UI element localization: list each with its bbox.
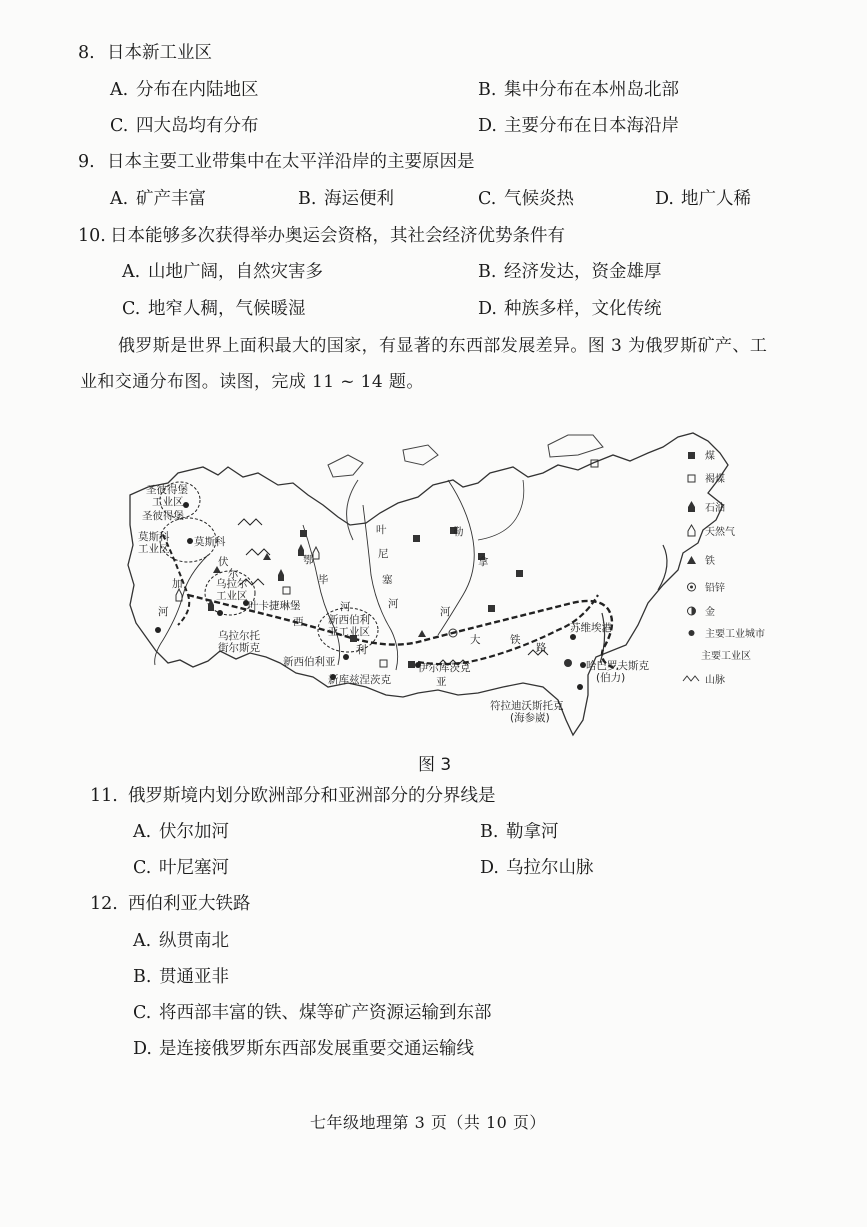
city-icon [183,502,189,508]
label-city: 乌拉尔托 [218,630,260,642]
city-icon [570,634,576,640]
option-text: 纵贯南北 [159,931,229,951]
legend-label: 石油 [705,503,725,514]
option-text: 勒拿河 [506,822,559,842]
question-12-stem [90,893,251,915]
label-volga: 河 [158,606,169,618]
figure-caption: 图 3 [418,755,452,775]
option-letter: B. [478,262,497,282]
option-letter: B. [133,967,152,987]
option-letter: C. [478,189,497,209]
natural-gas-icon [176,589,182,601]
option-letter: A. [122,262,141,282]
question-text: 日本能够多次获得举办奥运会资格，其社会经济优势条件有 [110,226,565,246]
legend-label: 主要工业城市 [705,629,765,640]
question-text: 日本主要工业带集中在太平洋沿岸的主要原因是 [107,152,475,172]
label-khabarovsk: 哈巴罗夫斯克 [586,660,649,672]
option-text: 山地广阔，自然灾害多 [148,262,323,282]
option-letter: C. [133,858,152,878]
option-11a[interactable] [133,821,229,843]
option-text: 海运便利 [324,189,394,209]
label-novosibirsk: 新西伯利亚 [283,656,336,668]
option-12c[interactable] [133,1002,492,1024]
lignite-icon [283,587,290,594]
legend-label: 褐煤 [705,474,725,485]
ob-river [303,525,340,665]
question-text: 西伯利亚大铁路 [128,894,251,914]
label-ob: 河 [340,601,351,613]
legend-label: 铁 [705,556,715,567]
question-number: 11. [90,786,118,806]
label-ural-zone: 乌拉尔 [216,578,248,590]
label-ural-zone: 工业区 [216,590,248,602]
city-icon [187,538,193,544]
label-st-petersburg: 圣彼得堡 [142,510,184,522]
option-letter: D. [478,299,497,319]
novaya-zemlya-shape [347,480,358,540]
label-lena: 河 [440,606,451,618]
option-8c[interactable] [110,115,259,137]
label-city: 街尔斯克 [218,642,260,654]
label-yenisei: 尼 [378,548,389,560]
label-st-petersburg-zone: 工业区 [152,496,184,508]
city-icon [343,654,349,660]
question-10-stem [78,225,565,247]
option-letter: C. [110,116,129,136]
natural-gas-icon [313,547,319,559]
option-letter: D. [478,116,497,136]
option-text: 伏尔加河 [159,822,229,842]
label-lena: 勒 [453,526,464,538]
label-volga: 尔 [228,568,239,580]
option-text: 地窄人稠，气候暖湿 [148,299,306,319]
label-vladivostok: (海参崴) [510,712,550,724]
label-ob: 毕 [318,574,329,586]
legend-label: 煤 [705,451,715,462]
label-big: 大 [470,634,481,646]
iron-icon [687,556,696,564]
label-vladivostok: 符拉迪沃斯托克 [490,700,564,712]
gold-icon [564,659,572,667]
question-text: 日本新工业区 [107,43,212,63]
oil-icon [278,569,284,581]
legend-label: 金 [705,607,715,618]
label-yenisei: 塞 [382,574,393,586]
legend-label: 山脉 [705,675,725,686]
label-yekaterinburg: 叶卡捷琳堡 [248,600,301,612]
option-text: 分布在内陆地区 [136,80,259,100]
label-st-petersburg-zone: 圣彼得堡 [146,484,188,496]
option-letter: D. [655,189,674,209]
lignite-icon [380,660,387,667]
label-novosibirsk-zone: 新西伯利 [328,614,370,626]
legend-label: 铅锌 [705,583,725,594]
question-number: 12. [90,894,118,914]
option-text: 经济发达，资金雄厚 [504,262,662,282]
option-letter: C. [133,1003,152,1023]
label-railway: 铁 [510,634,521,646]
option-10a[interactable] [122,261,323,283]
option-text: 乌拉尔山脉 [506,858,594,878]
option-11c[interactable] [133,857,229,879]
option-text: 集中分布在本州岛北部 [504,80,679,100]
label-khabarovsk: (伯力) [596,672,626,684]
iron-icon [263,553,271,560]
label-moscow-zone: 莫斯科 [138,531,170,543]
russia-map-figure [118,425,773,755]
label-yenisei: 河 [388,598,399,610]
option-10d[interactable] [478,298,662,320]
island-shape [548,435,603,457]
intro-line-1: 俄罗斯是世界上面积最大的国家，有显著的东西部发展差异。图 3 为俄罗斯矿产、工 [118,336,768,356]
label-novosibirsk-zone: 亚工业区 [328,626,370,638]
question-9-stem [78,151,475,173]
option-9a[interactable] [110,188,206,210]
option-10b[interactable] [478,261,662,283]
label-novokuznetsk: 新库兹涅茨克 [328,674,391,686]
option-11d[interactable] [480,857,594,879]
option-text: 将西部丰富的铁、煤等矿产资源运输到东部 [159,1003,492,1023]
city-icon [689,630,695,636]
city-icon [217,610,223,616]
coal-icon [516,570,523,577]
label-lena: 拿 [478,556,489,568]
river-branch [478,480,524,540]
russia-map [118,425,773,755]
question-11-stem [90,785,496,807]
option-text: 叶尼塞河 [159,858,229,878]
option-9d[interactable] [655,188,751,210]
label-moscow: 莫斯科 [194,536,226,548]
option-letter: A. [110,80,129,100]
option-10c[interactable] [122,298,306,320]
option-text: 气候炎热 [504,189,574,209]
question-number: 8. [78,43,95,63]
option-8b[interactable] [478,79,679,101]
option-8a[interactable] [110,79,259,101]
page-footer: 七年级地理第 3 页（共 10 页） [310,1113,546,1132]
option-letter: A. [133,822,152,842]
lead-zinc-icon-dot [690,586,693,589]
question-8-stem [78,42,212,64]
question-number: 10. [78,226,106,246]
label-volga: 伏 [218,556,229,568]
oil-icon [688,501,695,512]
option-text: 主要分布在日本海沿岸 [504,116,679,136]
option-12b[interactable] [133,966,229,988]
island-shape [403,445,438,465]
island-shape [328,455,363,477]
label-railway: 路 [536,642,547,654]
label-irkutsk: 伊尔库茨克 [418,662,471,674]
lignite-icon [688,475,695,482]
option-text: 种族多样，文化传统 [504,299,662,319]
option-text: 是连接俄罗斯东西部发展重要交通运输线 [159,1039,474,1059]
option-text: 四大岛均有分布 [136,116,259,136]
label-yenisei: 叶 [376,524,387,536]
coal-icon [413,535,420,542]
option-letter: B. [480,822,499,842]
option-9b[interactable] [298,188,394,210]
option-letter: D. [480,858,499,878]
label-sovetskaya-gavan: 苏维埃港 [570,622,612,634]
option-letter: A. [110,189,129,209]
label-moscow-zone: 工业区 [138,543,170,555]
legend-label: 主要工业区 [701,651,751,662]
option-text: 矿产丰富 [136,189,206,209]
option-letter: D. [133,1039,152,1059]
label-li: 利 [356,644,367,656]
city-icon [577,684,583,690]
iron-icon [418,630,426,637]
option-12a[interactable] [133,930,229,952]
intro-line-2: 业和交通分布图。读图，完成 11 ~ 14 题。 [80,372,424,392]
option-text: 贯通亚非 [159,967,229,987]
natural-gas-icon [688,525,695,536]
coal-icon [688,452,695,459]
label-ya: 亚 [436,676,447,688]
coal-icon [488,605,495,612]
coal-icon [300,530,307,537]
coal-icon [408,661,415,668]
option-letter: B. [478,80,497,100]
map-legend [683,449,765,686]
option-letter: A. [133,931,152,951]
question-number: 9. [78,152,95,172]
ural-mountains [238,519,270,585]
option-text: 地广人稀 [681,189,751,209]
label-west: 西 [293,616,304,628]
label-volga: 加 [172,578,183,590]
mountain-icon [683,676,699,681]
legend-label: 天然气 [705,527,735,538]
option-letter: B. [298,189,317,209]
option-letter: C. [122,299,141,319]
option-11b[interactable] [480,821,559,843]
option-8d[interactable] [478,115,679,137]
question-text: 俄罗斯境内划分欧洲部分和亚洲部分的分界线是 [128,786,496,806]
city-icon [155,627,161,633]
label-ob: 鄂 [303,554,314,566]
option-12d[interactable] [133,1038,474,1060]
option-9c[interactable] [478,188,574,210]
